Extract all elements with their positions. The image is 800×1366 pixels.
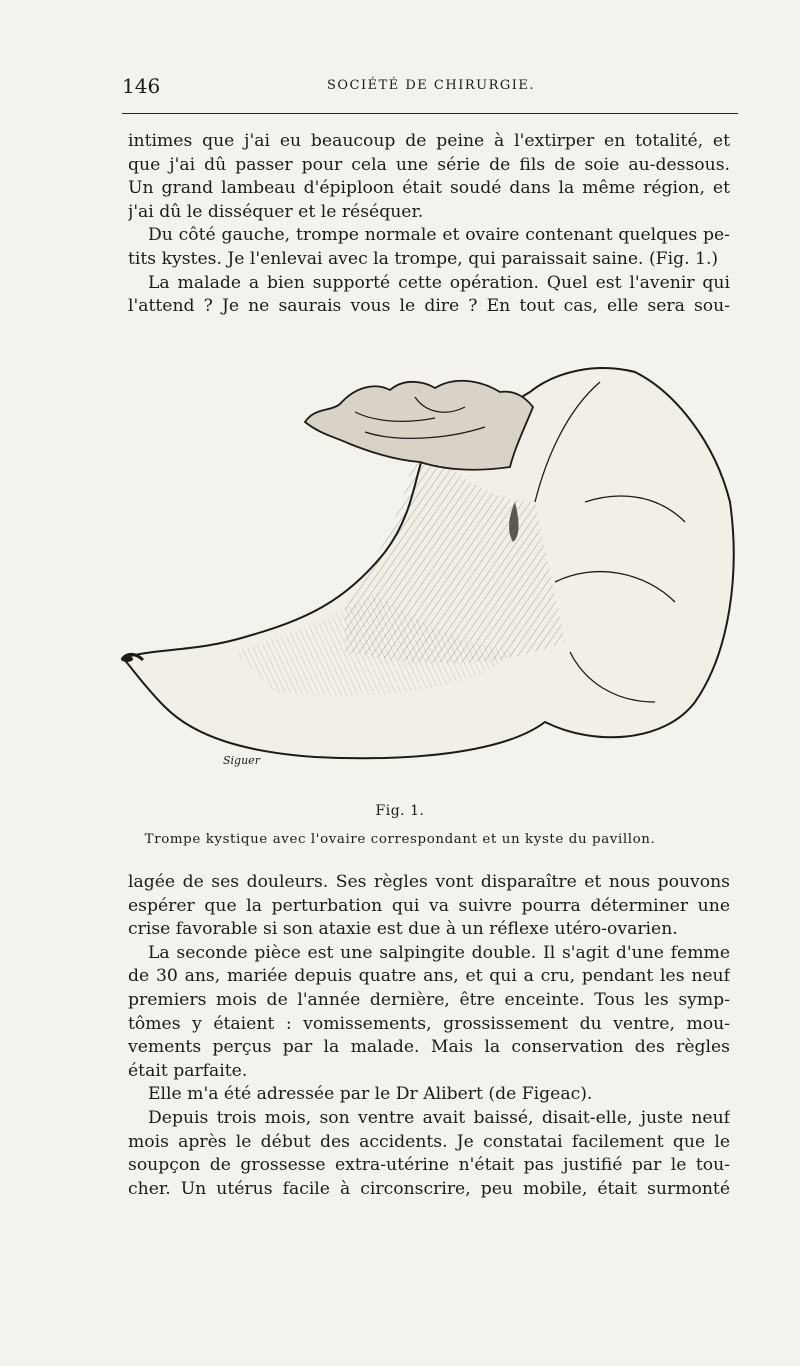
text-line: Depuis trois mois, son ventre avait baissé, disait-elle, juste neuf <box>148 1107 730 1128</box>
text-line: La seconde pièce est une salpingite double. Il s'agit d'une femme <box>148 942 730 963</box>
fallopian-tube-drawing <box>115 352 740 792</box>
text-line: Du côté gauche, trompe normale et ovaire contenant quelques pe- <box>148 225 730 246</box>
text-line: tits kystes. Je l'enlevai avec la trompe, qui paraissait saine. (Fig. 1.) <box>128 248 719 269</box>
text-line: que j'ai dû passer pour cela une série de fils de soie au-dessous. <box>128 154 730 175</box>
text-line: tômes y étaient : vomissements, grossissement du ventre, mou- <box>128 1013 730 1034</box>
figure-label: Fig. 1. <box>375 803 425 819</box>
text-line: espérer que la perturbation qui va suivre pourra déterminer une <box>128 895 730 916</box>
text-line: crise favorable si son ataxie est due à un réflexe utéro-ovarien. <box>128 919 678 940</box>
text-line: était parfaite. <box>128 1060 248 1081</box>
text-line: de 30 ans, mariée depuis quatre ans, et qui a cru, pendant les neuf <box>128 966 730 987</box>
text-line: Elle m'a été adressée par le Dr Alibert (de Figeac). <box>148 1084 593 1105</box>
text-line: vements perçus par la malade. Mais la conservation des règles <box>128 1037 730 1058</box>
artist-signature: Siguer <box>223 754 260 767</box>
running-head: SOCIÉTÉ DE CHIRURGIE. <box>326 78 536 93</box>
text-line: cher. Un utérus facile à circonscrire, peu mobile, était surmonté <box>128 1178 730 1199</box>
figure-caption: Trompe kystique avec l'ovaire correspondant et un kyste du pavillon. <box>144 832 656 847</box>
text-line: Un grand lambeau d'épiploon était soudé dans la même région, et <box>128 178 730 199</box>
text-line: j'ai dû le disséquer et le réséquer. <box>128 201 424 222</box>
text-line: La malade a bien supporté cette opération. Quel est l'avenir qui <box>148 272 730 293</box>
text-line: lagée de ses douleurs. Ses règles vont disparaître et nous pouvons <box>128 872 730 892</box>
page-header <box>122 74 740 102</box>
text-line: premiers mois de l'année dernière, être enceinte. Tous les symp- <box>128 989 730 1010</box>
text-line: intimes que j'ai eu beaucoup de peine à l'extirper en totalité, et <box>128 131 730 151</box>
page-number: 146 <box>122 74 161 98</box>
header-rule <box>122 113 738 114</box>
paragraph-bottom <box>128 871 730 1201</box>
paragraph-top <box>128 130 730 319</box>
text-line: l'attend ? Je ne saurais vous le dire ? En tout cas, elle sera sou- <box>128 296 730 317</box>
figure-1-illustration <box>115 352 740 792</box>
text-line: soupçon de grossesse extra-utérine n'était pas justifié par le tou- <box>128 1155 730 1176</box>
text-line: mois après le début des accidents. Je constatai facilement que le <box>128 1131 730 1152</box>
